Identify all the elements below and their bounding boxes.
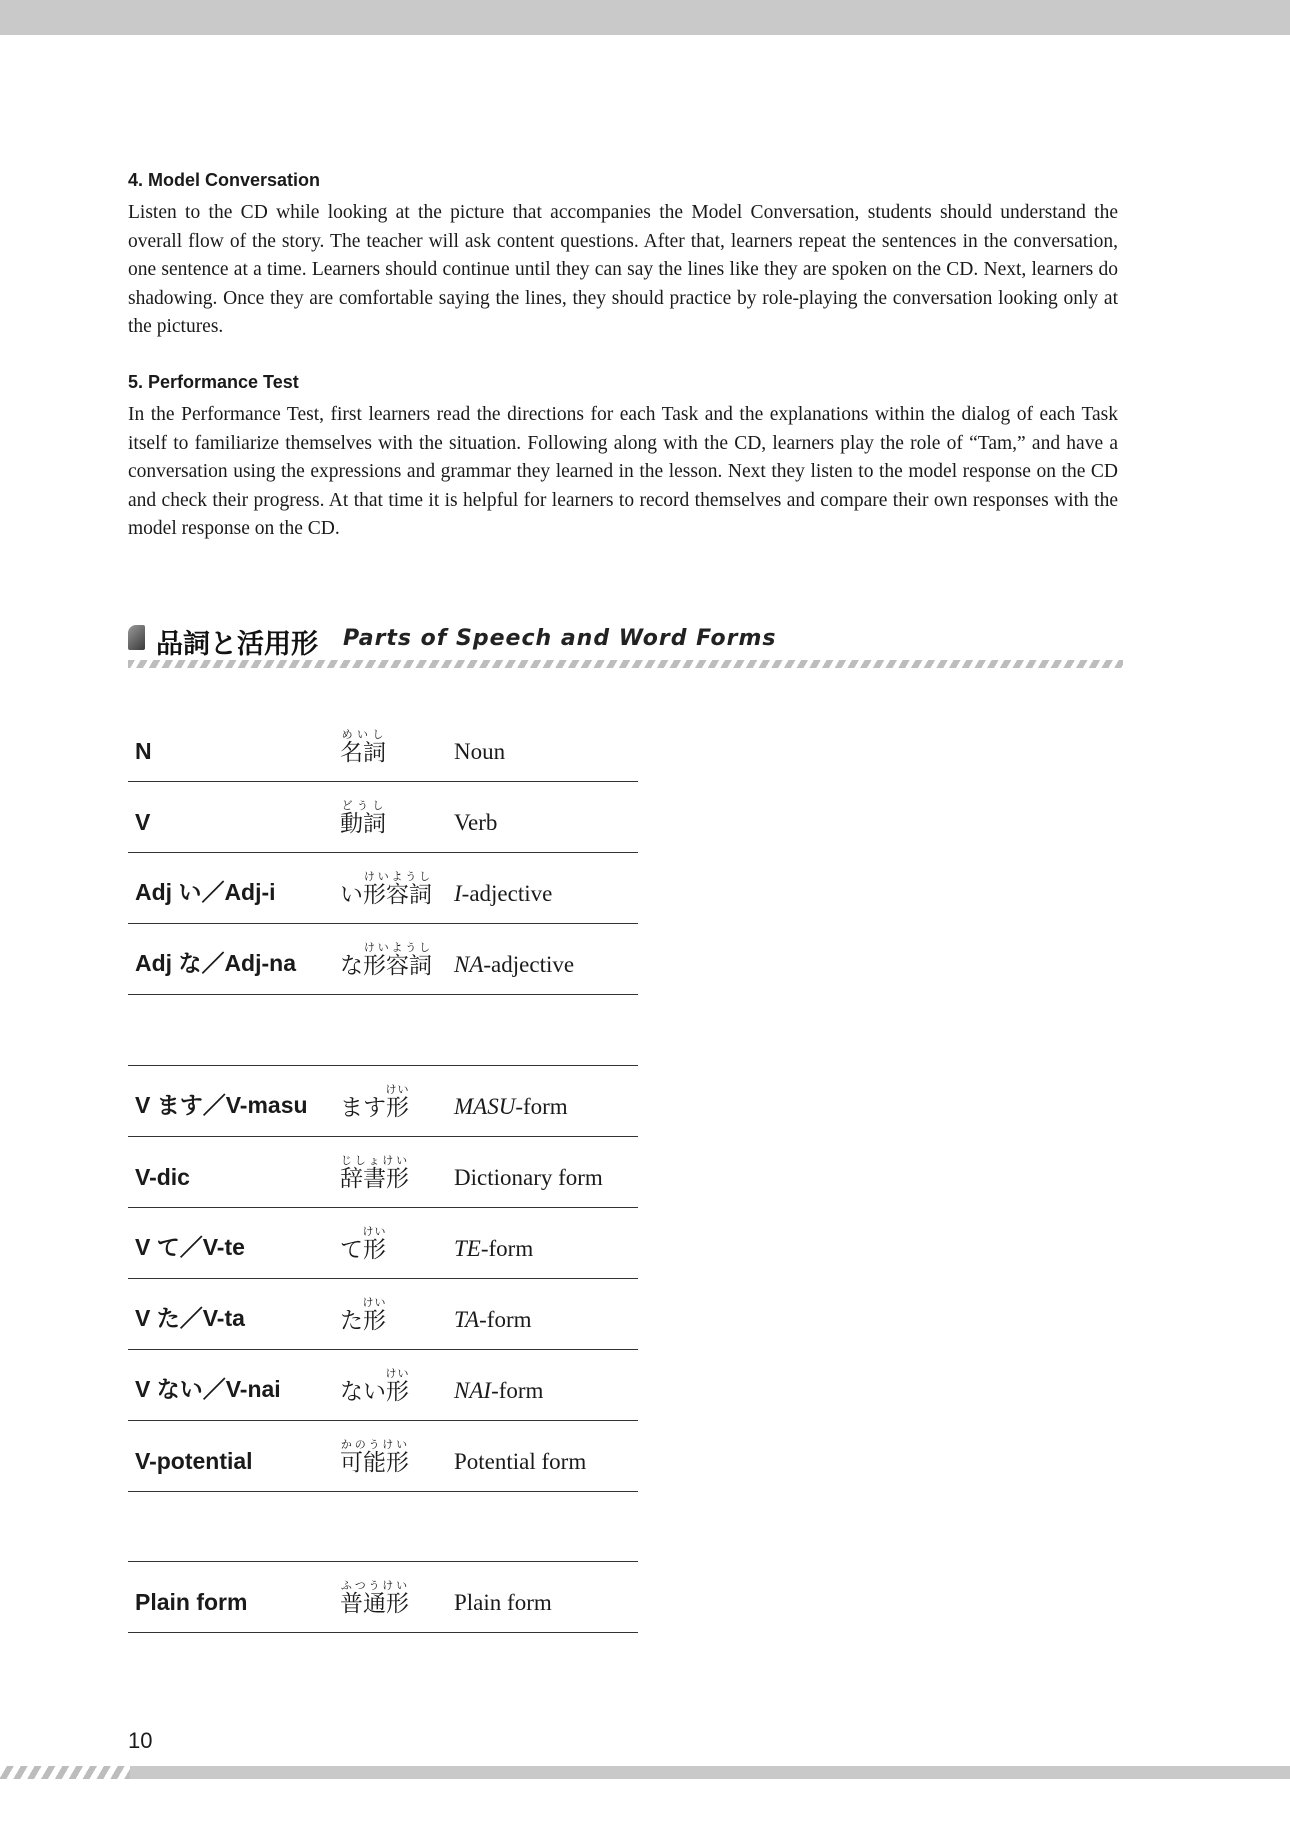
abbreviation: N xyxy=(135,738,152,764)
english-term-text: Verb xyxy=(454,810,498,835)
furigana: めいし xyxy=(340,728,386,741)
english-term-text: Potential form xyxy=(454,1449,587,1474)
abbreviation: V た／V-ta xyxy=(135,1305,245,1331)
japanese-term xyxy=(340,1579,409,1618)
furigana: けいようし xyxy=(363,941,432,954)
furigana: ふつうけい xyxy=(340,1579,409,1592)
japanese-term xyxy=(340,728,386,767)
english-term xyxy=(454,952,574,978)
table-row xyxy=(128,1562,638,1632)
abbreviation: V-potential xyxy=(135,1448,253,1474)
section-model-conversation xyxy=(128,170,1118,342)
table-row xyxy=(128,1066,638,1136)
furigana: けい xyxy=(362,1296,387,1309)
table-rule xyxy=(128,994,638,995)
section-body: Listen to the CD while looking at the picture that accompanies the Model Conversation, students should understand the overall flow of the story. The teacher will ask content questions. After that, learners repeat the sentences in the conversation, one sentence at a time. Learners should continue until they can say the lines like they are spoken on the CD. Next, learners do shadowing. Once they are comfortable saying the lines, they should practice by role-playing the conversation looking only at the pictures. xyxy=(128,202,1118,337)
abbreviation: V-dic xyxy=(135,1164,190,1190)
abbreviation: V xyxy=(135,809,151,835)
abbreviation: Adj な／Adj-na xyxy=(135,950,296,976)
furigana: じしょけい xyxy=(340,1154,409,1167)
table-row xyxy=(128,1279,638,1349)
table-rule xyxy=(128,1632,638,1633)
furigana: けい xyxy=(385,1083,410,1096)
section-heading: 5. Performance Test xyxy=(128,372,299,392)
abbreviation: Adj い／Adj-i xyxy=(135,879,276,905)
furigana: けい xyxy=(362,1225,387,1238)
furigana: けいようし xyxy=(363,870,432,883)
table-row xyxy=(128,1350,638,1420)
english-term xyxy=(454,881,552,907)
english-term-text: Plain form xyxy=(454,1590,552,1615)
kanji: 形 xyxy=(385,1095,410,1121)
table-rule xyxy=(128,1491,638,1492)
abbreviation: V ない／V-nai xyxy=(135,1376,281,1402)
footer-stripe xyxy=(0,1766,130,1779)
table-row xyxy=(128,782,638,852)
table-row xyxy=(128,711,638,781)
section-performance-test xyxy=(128,372,1118,544)
heading-marker-icon xyxy=(128,625,145,650)
english-term-italic: TE xyxy=(454,1236,481,1261)
kanji: 辞書形 xyxy=(340,1166,409,1192)
page-number: 10 xyxy=(128,1728,153,1753)
furigana: どうし xyxy=(340,799,386,812)
english-term-text: -adjective xyxy=(483,952,575,977)
kana-prefix: ます xyxy=(340,1095,386,1121)
english-term xyxy=(454,1094,568,1120)
kanji: 動詞 xyxy=(340,811,386,837)
english-term-italic: I xyxy=(454,881,462,906)
kanji: 名詞 xyxy=(340,740,386,766)
header-bar xyxy=(0,0,1290,35)
kana-prefix: な xyxy=(340,953,363,979)
table-row xyxy=(128,1208,638,1278)
japanese-term xyxy=(340,1154,409,1193)
english-term xyxy=(454,1590,552,1616)
japanese-term xyxy=(340,1296,387,1335)
abbreviation: V ます／V-masu xyxy=(135,1092,308,1118)
english-term xyxy=(454,739,505,765)
japanese-term xyxy=(340,1083,410,1122)
english-term-text: -form xyxy=(515,1094,568,1119)
parts-of-speech-heading xyxy=(128,622,1123,674)
english-term-text: -adjective xyxy=(461,881,553,906)
english-term-text: -form xyxy=(479,1307,532,1332)
english-term xyxy=(454,1378,543,1404)
kanji: 形 xyxy=(362,1308,387,1334)
english-term-italic: NAI xyxy=(454,1378,492,1403)
heading-japanese: 品詞と活用形 xyxy=(156,629,318,660)
kanji: 形容詞 xyxy=(363,882,432,908)
heading-stripe-divider xyxy=(128,660,1123,668)
kanji: 普通形 xyxy=(340,1591,409,1617)
kana-prefix: ない xyxy=(340,1379,386,1405)
furigana: けい xyxy=(385,1367,410,1380)
english-term xyxy=(454,1449,586,1475)
english-term-text: -form xyxy=(491,1378,544,1403)
japanese-term xyxy=(340,799,386,838)
japanese-term xyxy=(340,870,432,909)
kana-prefix: て xyxy=(340,1237,363,1263)
english-term xyxy=(454,1236,533,1262)
abbreviation: Plain form xyxy=(135,1589,248,1615)
english-term-text: Noun xyxy=(454,739,506,764)
english-term xyxy=(454,1307,532,1333)
heading-english: Parts of Speech and Word Forms xyxy=(343,626,777,651)
japanese-term xyxy=(340,1367,410,1406)
kana-prefix: た xyxy=(340,1308,363,1334)
table-row xyxy=(128,1421,638,1491)
english-term-text: -form xyxy=(480,1236,534,1261)
japanese-term xyxy=(340,941,432,980)
english-term-text: Dictionary form xyxy=(454,1165,603,1190)
kana-prefix: い xyxy=(340,882,363,908)
english-term xyxy=(454,810,497,836)
kanji: 形 xyxy=(385,1379,410,1405)
japanese-term xyxy=(340,1438,409,1477)
english-term-italic: NA xyxy=(454,952,484,977)
english-term xyxy=(454,1165,603,1191)
table-row xyxy=(128,853,638,923)
kanji: 形容詞 xyxy=(363,953,432,979)
section-body: In the Performance Test, first learners read the directions for each Task and the explanations within the dialog of each Task itself to familiarize themselves with the situation. Following along with the CD, learners play the role of “Tam,” and have a conversation using the expressions and grammar they learned in the lesson. Next they listen to the model response on the CD and check their progress. At that time it is helpful for learners to record themselves and compare their own responses with the model response on the CD. xyxy=(128,404,1118,539)
english-term-italic: TA xyxy=(454,1307,480,1332)
table-row xyxy=(128,924,638,994)
furigana: かのうけい xyxy=(340,1438,409,1451)
kanji: 形 xyxy=(362,1237,387,1263)
section-heading: 4. Model Conversation xyxy=(128,170,321,190)
table-row xyxy=(128,1137,638,1207)
kanji: 可能形 xyxy=(340,1450,409,1476)
japanese-term xyxy=(340,1225,387,1264)
abbreviation: V て／V-te xyxy=(135,1234,245,1260)
footer-bar xyxy=(0,1766,1290,1779)
english-term-italic: MASU xyxy=(454,1094,516,1119)
